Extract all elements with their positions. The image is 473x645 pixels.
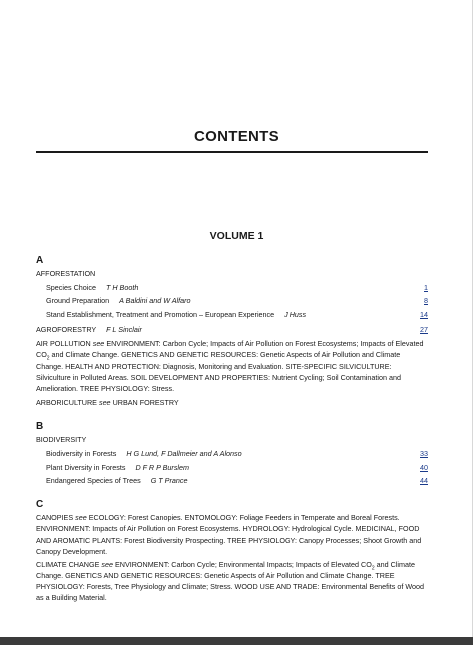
- entry-author: T H Booth: [105, 283, 139, 293]
- page-link[interactable]: 44: [420, 475, 428, 485]
- list-item: [36, 309, 428, 322]
- entry-author: H G Lund, F Dallmeier and A Alonso: [126, 449, 242, 459]
- bottom-bar: [0, 637, 473, 645]
- entry-author: F L Sinclair: [106, 325, 142, 335]
- subscript: 2: [371, 565, 375, 572]
- xref-text: ENVIRONMENT: Carbon Cycle; Impacts of Air Pollution on Forest Ecosystems; Impacts of Elevated CO: [36, 339, 424, 360]
- entry-author: A Baldini and W Alfaro: [119, 296, 191, 306]
- entry-title: Ground Preparation: [46, 296, 110, 306]
- page-link[interactable]: 14: [420, 309, 428, 319]
- cross-reference-canopies: [36, 512, 428, 557]
- page-link[interactable]: 1: [424, 283, 428, 293]
- xref-term: CLIMATE CHANGE: [36, 559, 100, 569]
- entry-heading: AGROFORESTRY: [36, 325, 97, 335]
- page-link[interactable]: 40: [420, 462, 428, 472]
- page-title: CONTENTS: [194, 128, 279, 145]
- entry-title: Stand Establishment, Treatment and Promotion – European Experience: [46, 309, 275, 319]
- xref-text: ECOLOGY: Forest Canopies. ENTOMOLOGY: Foliage Feeders in Temperate and Boreal Forests. ENVIRONMENT: Impacts of Air Pollution on Forest Ecosystems. HYDROLOGY: Hydrological Cycle. MEDICINAL, FOOD AND AROMATIC PLANTS: Forest Biodiversity Prospecting. TREE PHYSIOLOGY: Canopy Processes; Shoot Growth and Canopy Development.: [36, 513, 422, 556]
- xref-term: AIR POLLUTION: [36, 339, 91, 349]
- entry-title: Plant Diversity in Forests: [46, 462, 126, 472]
- section-letter-c: C: [36, 499, 44, 511]
- list-item: [36, 475, 428, 488]
- list-item: [36, 448, 428, 461]
- entry-afforestation: AFFORESTATION: [36, 269, 96, 278]
- entry-biodiversity: BIODIVERSITY: [36, 435, 87, 445]
- entry-author: J Huss: [284, 309, 307, 319]
- biodiversity-subentries: [36, 448, 428, 488]
- xref-text: and Climate Change. GENETICS AND GENETIC RESOURCES: Genetic Aspects of Air Pollution and Climate Change. TREE PHYSIOLOGY: Forests, Tree Physiology and Climate; Stress. WOOD USE AND TRADE: Environmental Benefits of Wood as a Building Material.: [36, 559, 424, 603]
- page-link[interactable]: 33: [420, 449, 428, 459]
- title-rule: [36, 151, 428, 153]
- contents-list: [36, 254, 428, 603]
- entry-author: D F R P Burslem: [135, 462, 190, 472]
- cross-reference-arboriculture: [36, 397, 428, 408]
- xref-see: see: [92, 339, 105, 349]
- volume-heading: VOLUME 1: [209, 230, 264, 242]
- list-item: [36, 295, 428, 308]
- entry-author: G T Prance: [150, 475, 188, 485]
- xref-see: see: [98, 397, 111, 407]
- cross-reference-air-pollution: [36, 338, 428, 394]
- xref-see: see: [101, 559, 113, 569]
- page-link[interactable]: 27: [420, 325, 428, 335]
- xref-text: and Climate Change. GENETICS AND GENETIC RESOURCES: Genetic Aspects of Air Pollution and Climate Change. HEALTH AND PROTECTION: Diagnosis, Monitoring and Evaluation. SITE-SPECIFIC SILVICULTURE: Silviculture in Polluted Areas. SOIL DEVELOPMENT AND PROPERTIES: Nutrient Cycling; Soil Contamination and Amelioration. TREE PHYSIOLOGY: Stress.: [36, 350, 401, 393]
- subscript: 2: [46, 355, 50, 362]
- cross-reference-climate-change: [36, 559, 428, 604]
- xref-term: ARBORICULTURE: [36, 397, 97, 407]
- xref-see: see: [75, 513, 87, 523]
- xref-text: ENVIRONMENT: Carbon Cycle; Environmental Impacts; Impacts of Elevated CO: [114, 559, 372, 569]
- list-item: [36, 282, 428, 295]
- entry-title: Species Choice: [46, 283, 96, 293]
- entry-title: Biodiversity in Forests: [46, 449, 117, 459]
- afforestation-subentries: [36, 282, 428, 322]
- list-item: [36, 462, 428, 475]
- entry-agroforestry: [36, 324, 428, 335]
- xref-text: URBAN FORESTRY: [112, 397, 179, 407]
- entry-title: Endangered Species of Trees: [46, 475, 141, 485]
- page-link[interactable]: 8: [424, 296, 428, 306]
- xref-term: CANOPIES: [36, 513, 74, 523]
- section-letter-b: B: [36, 421, 44, 433]
- section-letter-a: A: [36, 255, 44, 266]
